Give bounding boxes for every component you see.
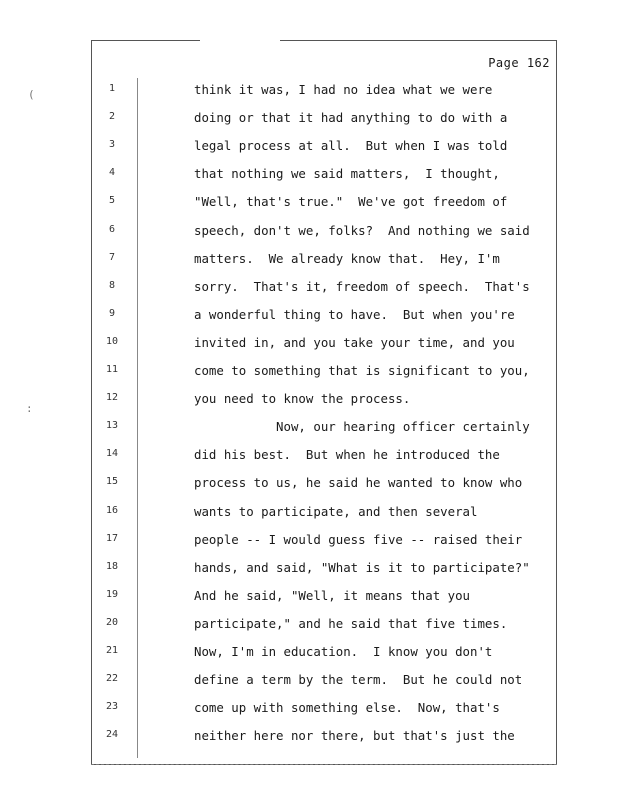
line-number: 12 <box>105 392 119 404</box>
line-number: 19 <box>105 588 119 600</box>
transcript-line: come up with something else. Now, that's <box>194 700 500 716</box>
line-number: 24 <box>105 729 119 741</box>
line-number: 10 <box>105 335 119 347</box>
line-number: 7 <box>108 251 116 263</box>
transcript-line: come to something that is significant to you, <box>194 363 530 378</box>
line-number: 23 <box>105 701 119 713</box>
transcript-line: hands, and said, "What is it to participate?" <box>194 559 530 575</box>
transcript-line: doing or that it had anything to do with a <box>194 110 508 126</box>
line-number: 2 <box>108 111 116 123</box>
margin-mark: : <box>26 402 33 415</box>
line-number: 9 <box>108 307 116 319</box>
transcript-line: process to us, he said he wanted to know who <box>194 475 523 491</box>
transcript-line: neither here nor there, but that's just the <box>194 728 515 744</box>
line-number: 14 <box>105 448 119 460</box>
transcript-line: Now, I'm in education. I know you don't <box>194 644 493 659</box>
transcript-line: that nothing we said matters, I thought, <box>194 166 500 182</box>
line-number: 1 <box>108 83 116 94</box>
transcript-line: did his best. But when he introduced the <box>194 447 500 463</box>
line-number: 6 <box>108 223 116 235</box>
line-number: 5 <box>108 195 116 207</box>
line-number: 13 <box>105 420 119 432</box>
transcript-line: matters. We already know that. Hey, I'm <box>194 250 500 266</box>
transcript-line: wants to participate, and then several <box>194 503 478 519</box>
transcript-line: a wonderful thing to have. But when you're <box>194 306 515 322</box>
transcript-line: define a term by the term. But he could not <box>194 672 523 688</box>
line-number: 11 <box>105 364 119 375</box>
transcript-line: you need to know the process. <box>194 391 411 407</box>
line-number: 20 <box>105 616 119 628</box>
line-number: 17 <box>105 532 119 544</box>
line-number-rule <box>137 78 138 758</box>
line-number: 4 <box>108 167 116 179</box>
transcript-line: people -- I would guess five -- raised their <box>194 531 523 547</box>
transcript-line: Now, our hearing officer certainly <box>194 419 530 435</box>
line-number: 21 <box>105 645 119 656</box>
line-number: 22 <box>105 673 119 685</box>
bottom-rule <box>91 764 557 765</box>
transcript-line: invited in, and you take your time, and you <box>194 334 515 350</box>
line-number: 16 <box>105 504 119 516</box>
transcript-line: legal process at all. But when I was told <box>194 138 508 154</box>
line-number: 15 <box>105 476 119 488</box>
transcript-line: sorry. That's it, freedom of speech. That's <box>194 278 530 294</box>
transcript-line: think it was, I had no idea what we were <box>194 82 493 97</box>
line-number: 18 <box>105 560 119 572</box>
line-number: 3 <box>108 139 116 151</box>
transcript-line: "Well, that's true." We've got freedom of <box>194 194 508 210</box>
transcript-line: participate," and he said that five times. <box>194 615 508 631</box>
transcript-line: And he said, "Well, it means that you <box>194 587 471 603</box>
top-edge-gap <box>200 39 280 41</box>
page-number: Page 162 <box>488 56 550 70</box>
line-number: 8 <box>108 279 116 291</box>
transcript-line: speech, don't we, folks? And nothing we said <box>194 222 530 238</box>
margin-mark: ( <box>28 88 35 101</box>
